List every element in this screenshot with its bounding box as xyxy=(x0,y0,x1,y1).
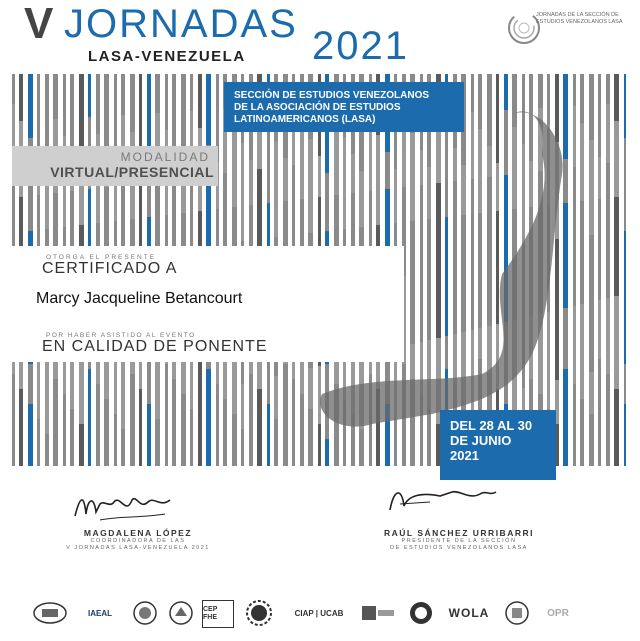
participation-role: EN CALIDAD DE PONENTE xyxy=(42,338,268,355)
modality-label: MODALIDAD xyxy=(120,150,210,164)
header-year: 2021 xyxy=(312,24,409,68)
sponsor-cep-fhe: CEP FHE xyxy=(202,600,234,628)
organization-line: DE LA ASOCIACIÓN DE ESTUDIOS xyxy=(234,102,401,113)
certificate-title: CERTIFICADO A xyxy=(42,260,178,277)
sponsor-emblem-icon xyxy=(504,600,530,626)
header-v: V xyxy=(24,0,54,48)
sponsor-crest-icon xyxy=(132,600,158,626)
organization-line: LATINOAMERICANOS (LASA) xyxy=(234,114,376,125)
sponsor-university-seal-icon xyxy=(168,600,194,626)
grants-label: OTORGA EL PRESENTE xyxy=(46,254,157,261)
sponsor-sun-emblem-icon xyxy=(240,600,278,626)
sponsor-opr: OPR xyxy=(547,607,569,619)
modality-value: VIRTUAL/PRESENCIAL xyxy=(50,164,214,180)
sponsor-seal-icon xyxy=(32,600,68,626)
signature-name: RAÚL SÁNCHEZ URRIBARRI xyxy=(384,528,534,538)
dates-panel xyxy=(440,410,556,480)
logo-caption: JORNADAS DE LA SECCIÓN DE ESTUDIOS VENEZOLANOS LASA xyxy=(536,12,623,25)
signature-lopez xyxy=(70,486,180,526)
signature-role xyxy=(50,538,226,552)
signature-sanchez xyxy=(380,482,500,522)
recipient-name: Marcy Jacqueline Betancourt xyxy=(36,290,243,307)
organization-line: SECCIÓN DE ESTUDIOS VENEZOLANOS xyxy=(234,90,430,101)
sponsor-ciap-ucab: CIAP | UCAB xyxy=(294,608,344,618)
signature-role-line: PRESIDENTE DE LA SECCIÓN xyxy=(401,538,517,544)
reason-label: POR HABER ASISTIDO AL EVENTO xyxy=(46,332,196,339)
date-line: DE JUNIO xyxy=(450,433,512,448)
date-line: 2021 xyxy=(450,448,479,463)
sponsor-wola: WOLA xyxy=(448,606,490,620)
signature-name: MAGDALENA LÓPEZ xyxy=(83,528,193,538)
certificate-body xyxy=(12,246,404,362)
sponsor-iaeal: IAEAL xyxy=(88,608,112,618)
signature-role xyxy=(364,538,554,552)
header-jornadas: JORNADAS xyxy=(64,2,298,46)
sponsor-logos xyxy=(32,600,612,630)
organization-panel xyxy=(224,82,464,132)
sponsor-udo-icon xyxy=(358,600,398,626)
header-subtitle: LASA-VENEZUELA xyxy=(88,48,246,65)
date-line: DEL 28 AL 30 xyxy=(450,418,533,433)
modality-panel xyxy=(12,146,218,186)
signature-role-line: V JORNADAS LASA-VENEZUELA 2021 xyxy=(66,545,210,551)
signature-role-line: COORDINADORA DE LAS xyxy=(90,538,186,544)
sponsor-round-seal-icon xyxy=(408,600,434,626)
signature-role-line: DE ESTUDIOS VENEZOLANOS LASA xyxy=(390,545,528,551)
